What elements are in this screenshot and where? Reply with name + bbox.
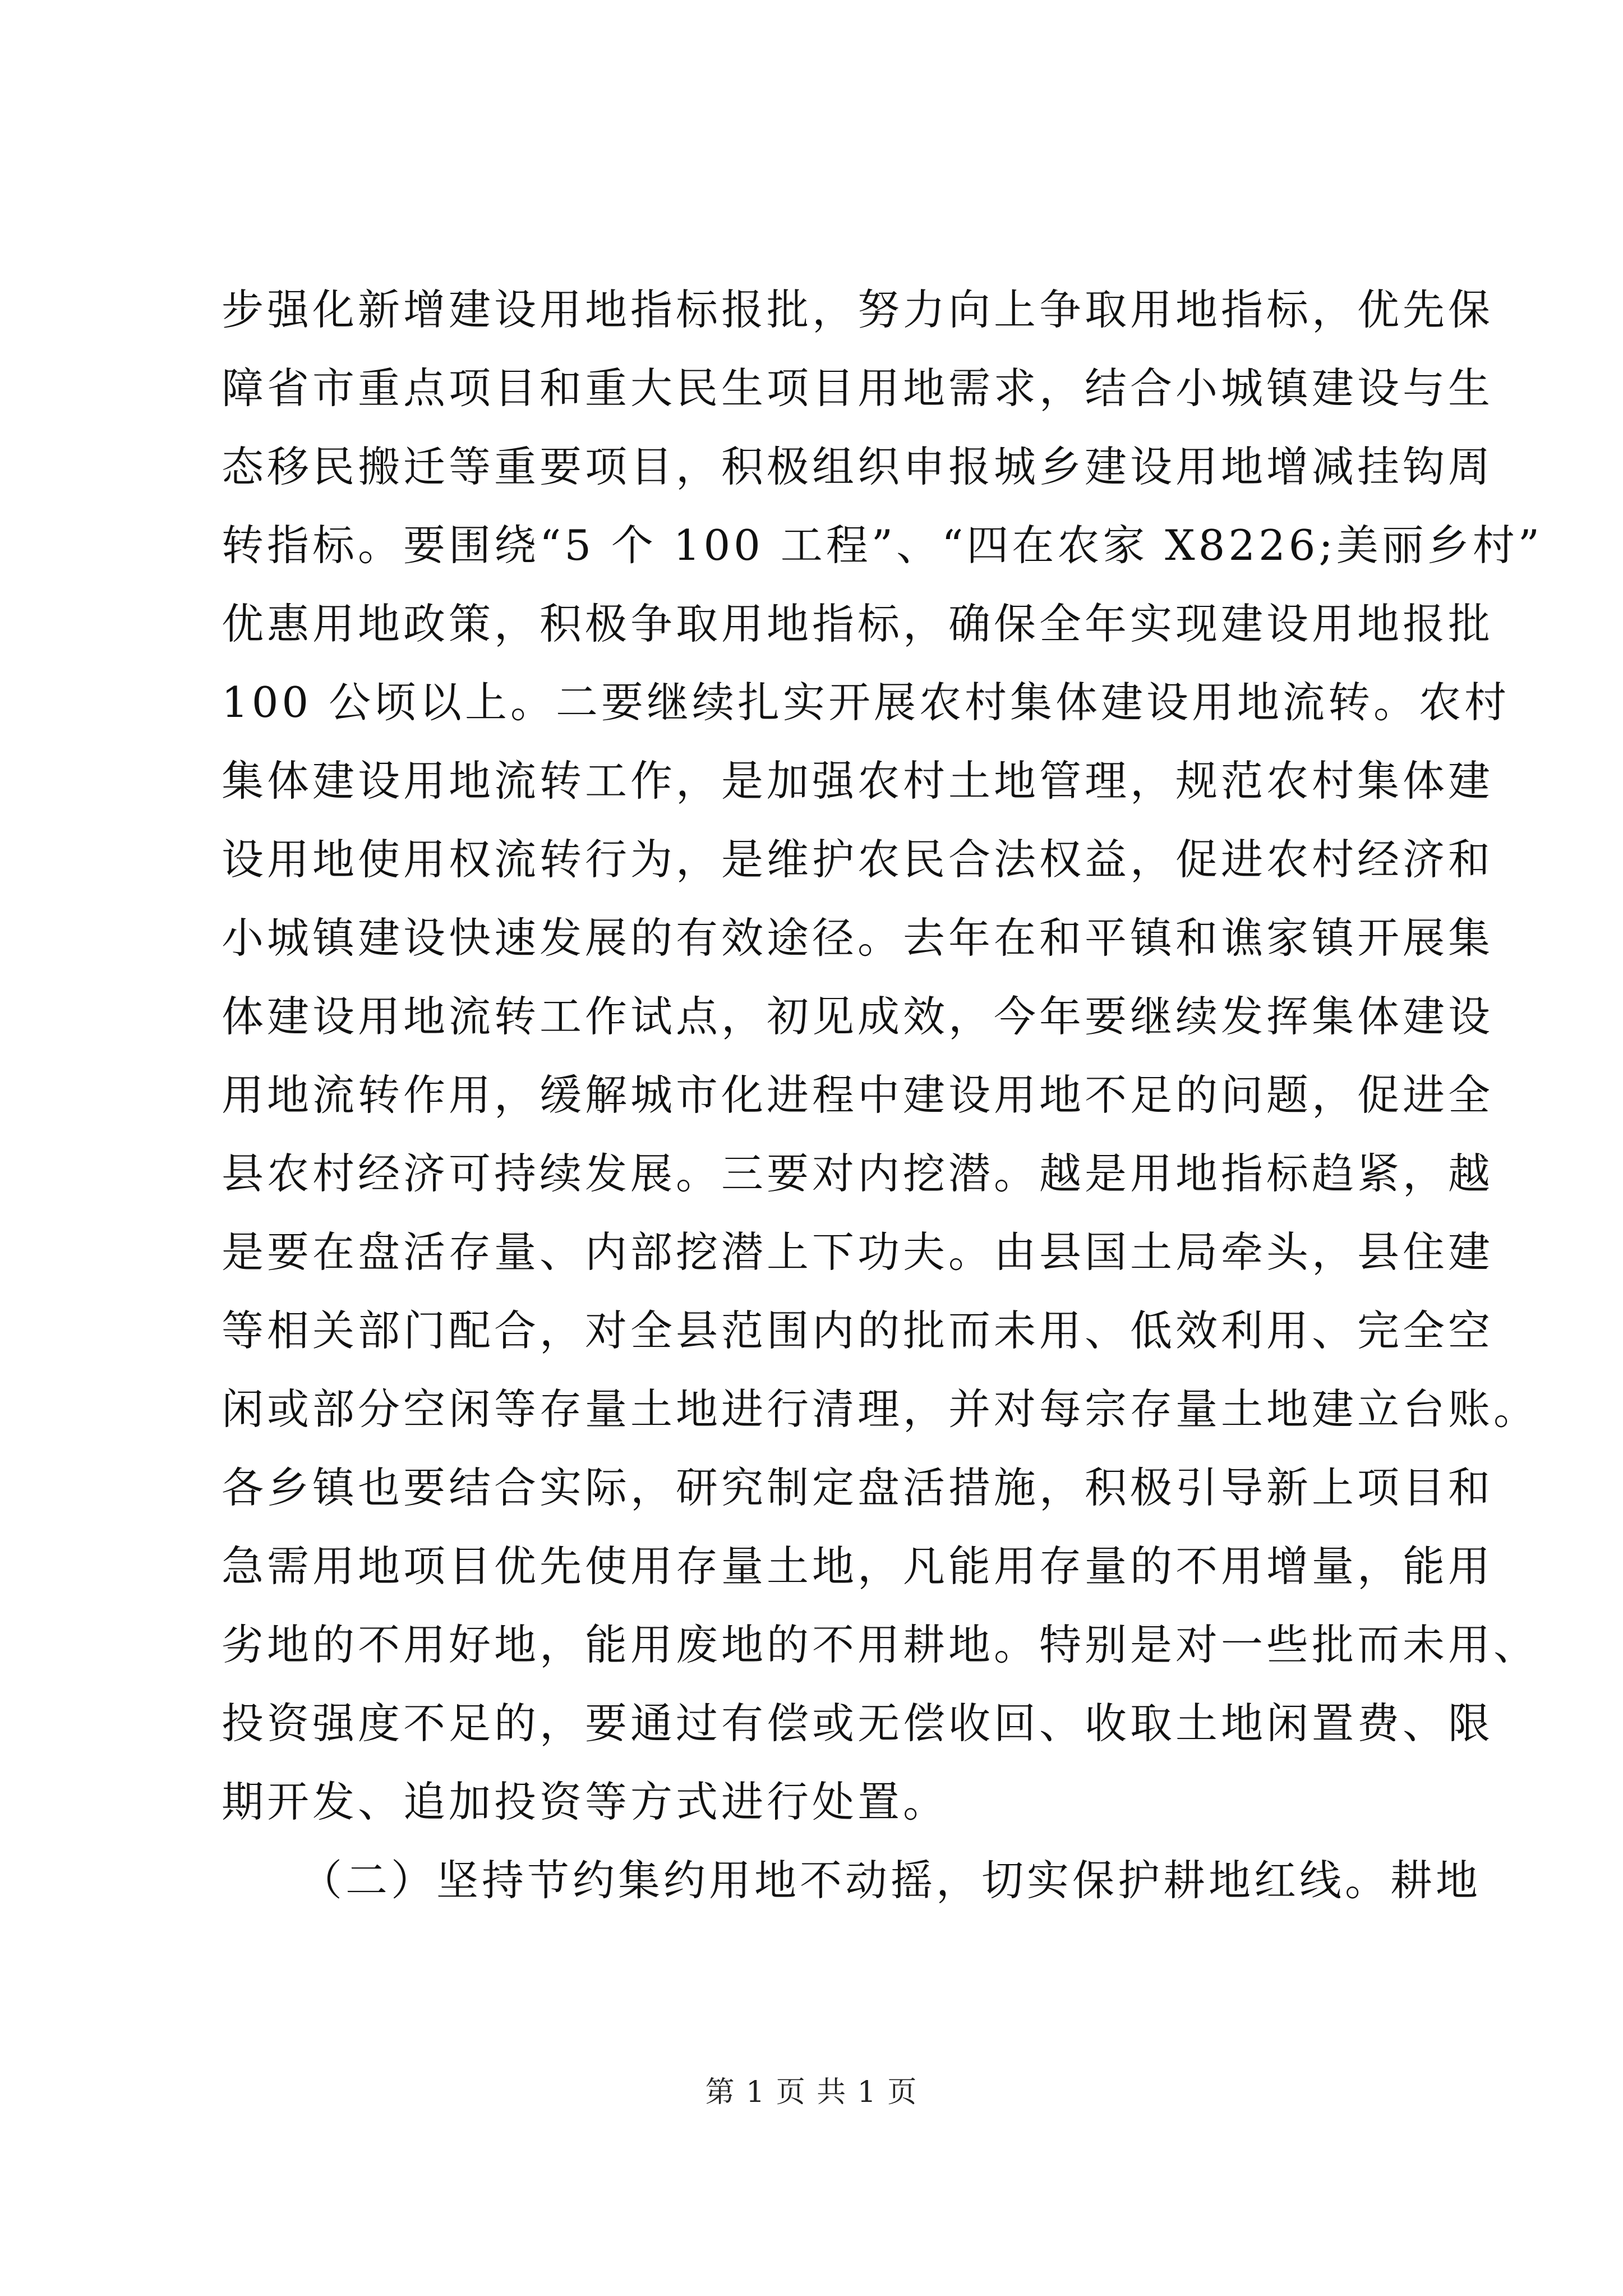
text-line: 用地流转作用，缓解城市化进程中建设用地不足的问题，促进全 [222,1070,1494,1120]
text-line: 是要在盘活存量、内部挖潜上下功夫。由县国土局牵头，县住建 [222,1227,1494,1277]
text-line: 态移民搬迁等重要项目，积极组织申报城乡建设用地增减挂钩周 [222,442,1494,491]
text-line: 转指标。要围绕“5 个 100 工程”、“四在农家 X8226;美丽乡村” [222,521,1543,570]
text-line: 劣地的不用好地，能用废地的不用耕地。特别是对一些批而未用、 [222,1620,1539,1669]
text-line: 体建设用地流转工作试点，初见成效，今年要继续发挥集体建设 [222,992,1494,1041]
text-line: 急需用地项目优先使用存量土地，凡能用存量的不用增量，能用 [222,1542,1494,1591]
text-line: 等相关部门配合，对全县范围内的批而未用、低效利用、完全空 [222,1306,1494,1355]
text-line: 投资强度不足的，要通过有偿或无偿收回、收取土地闲置费、限 [222,1699,1494,1748]
text-line: 步强化新增建设用地指标报批，努力向上争取用地指标，优先保 [222,285,1494,334]
text-line: 优惠用地政策，积极争取用地指标，确保全年实现建设用地报批 [222,599,1494,648]
text-line: 集体建设用地流转工作，是加强农村土地管理，规范农村集体建 [222,756,1494,806]
section-heading-line: （二）坚持节约集约用地不动摇，切实保护耕地红线。耕地 [300,1856,1482,1905]
text-line: 设用地使用权流转行为，是维护农民合法权益，促进农村经济和 [222,835,1494,884]
text-line: 闲或部分空闲等存量土地进行清理，并对每宗存量土地建立台账。 [222,1384,1539,1434]
text-line: 期开发、追加投资等方式进行处置。 [222,1777,949,1826]
text-line: 县农村经济可持续发展。三要对内挖潜。越是用地指标趋紧，越 [222,1149,1494,1198]
text-line: 小城镇建设快速发展的有效途径。去年在和平镇和谯家镇开展集 [222,913,1494,963]
page-number-footer: 第 1 页 共 1 页 [705,2076,918,2109]
text-line: 各乡镇也要结合实际，研究制定盘活措施，积极引导新上项目和 [222,1463,1494,1512]
text-line: 100 公顷以上。二要继续扎实开展农村集体建设用地流转。农村 [222,678,1510,727]
text-line: 障省市重点项目和重大民生项目用地需求，结合小城镇建设与生 [222,364,1494,413]
